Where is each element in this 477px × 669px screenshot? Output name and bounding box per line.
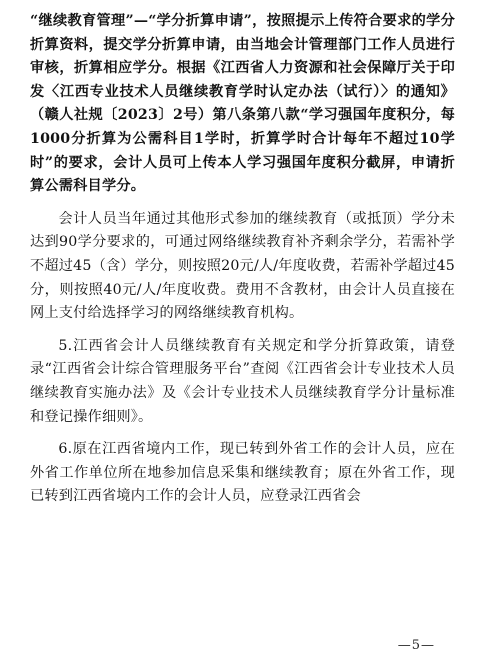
paragraph-continuation: “继续教育管理”—“学分折算申请”，按照提示上传符合要求的学分折算资料，提交学分折算申请，由当地会计管理部门工作人员进行审核，折算相应学分。根据《江西省人力资源和社会保障厅关于印发〈江西专业技术人员继续教育学时认定办法（试行）〉的通知》（赣人社规〔2023〕2号）第八条第八款“学习强国年度积分，每1000分折算为公需科目1学时，折算学时合计每年不超过10学时”的要求，会计人员可上传本人学习强国年度积分截屏，申请折算公需科目学分。	[30, 13, 455, 195]
paragraph-item-6: 6.原在江西省境内工作，现已转到外省工作的会计人员，应在外省工作单位所在地参加信息采集和继续教育；原在外省工作，现已转到江西省境内工作的会计人员，应登录江西省会	[30, 441, 455, 505]
page-number: —5—	[397, 638, 435, 653]
paragraph-online-supplement: 会计人员当年通过其他形式参加的继续教育（或抵顶）学分未达到90学分要求的，可通过网络继续教育补齐剩余学分，若需补学不超过45（含）学分，则按照20元/人/年度收费，若需补学超过45分，则按照40元/人/年度收费。费用不含教材，由会计人员直接在网上支付给选择学习的网络继续教育机构。	[30, 210, 456, 322]
paragraph-item-5: 5.江西省会计人员继续教育有关规定和学分折算政策，请登录“江西省会计综合管理服务平台”查阅《江西省会计专业技术人员继续教育实施办法》及《会计专业技术人员继续教育学分计量标准和登记操作细则》。	[30, 337, 455, 425]
